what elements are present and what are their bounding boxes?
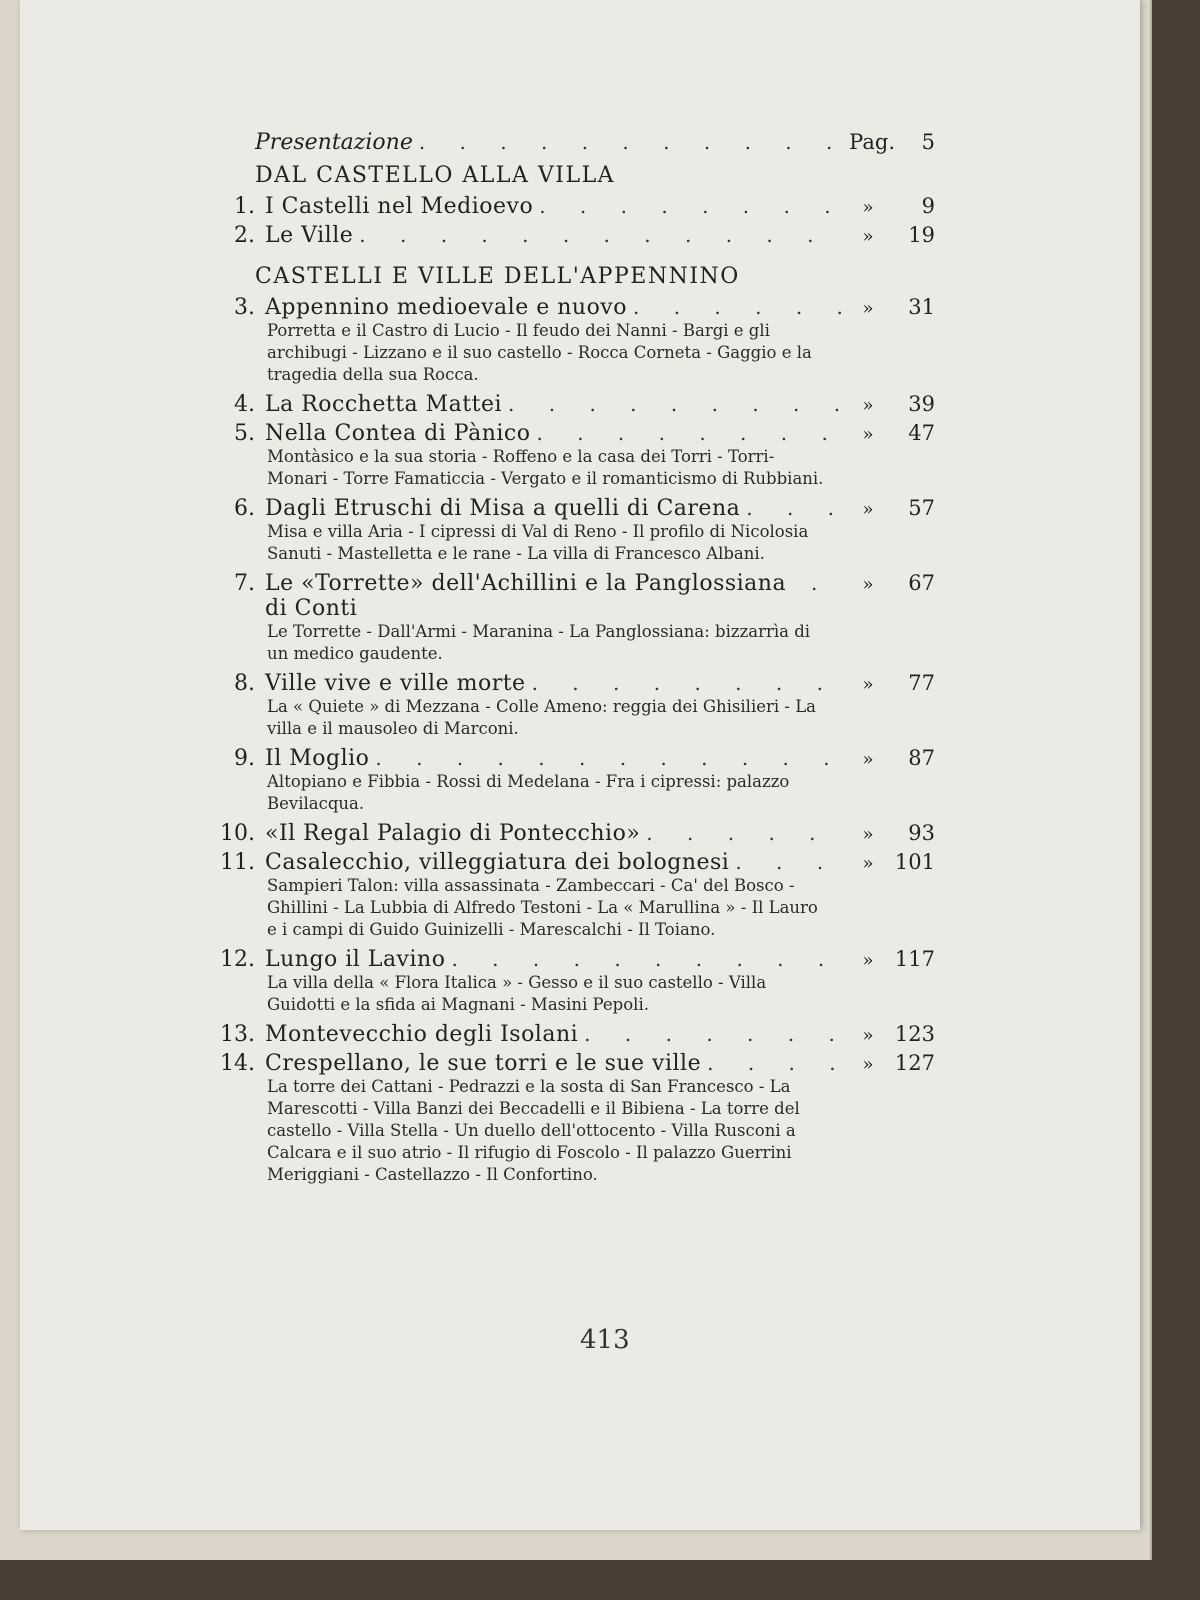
page-number: 77	[908, 671, 935, 695]
ditto-mark: »	[862, 424, 874, 445]
entry-number: 3.	[234, 295, 255, 320]
entry-summary: Sampieri Talon: villa assassinata - Zambeccari - Ca' del Bosco - Ghillini - La Lubbia di Alfredo Testoni - La « Marullina » - Il Lauro e i campi di Guido Guinizelli - Marescalchi - Il Toiano.	[267, 876, 818, 939]
entry-title: Appennino medioevale e nuovo	[265, 295, 627, 320]
entry-number: 12.	[220, 947, 255, 972]
page-number: 93	[908, 821, 935, 845]
section-heading: CASTELLI E VILLE DELL'APPENNINO	[255, 264, 740, 289]
entry-title: Lungo il Lavino	[265, 947, 446, 972]
entry-title: I Castelli nel Medioevo	[265, 194, 534, 219]
entry-summary: Porretta e il Castro di Lucio - Il feudo dei Nanni - Bargi e gli archibugi - Lizzano e il suo castello - Rocca Corneta - Gaggio e la tragedia della sua Rocca.	[267, 321, 812, 384]
ditto-mark: »	[862, 749, 874, 770]
handwritten-folio-number: 413	[580, 1325, 630, 1355]
book-page	[20, 0, 1140, 1530]
toc-entry	[215, 947, 935, 1016]
ditto-mark: »	[862, 674, 874, 695]
entry-summary: Le Torrette - Dall'Armi - Maranina - La Panglossiana: bizzarrìa di un medico gaudente.	[267, 622, 811, 663]
entry-number: 7.	[234, 571, 255, 596]
page-number: 67	[908, 571, 935, 595]
toc-entry	[215, 223, 935, 248]
entry-number: 5.	[234, 421, 255, 446]
page-number: 127	[894, 1051, 935, 1075]
leader-dots	[811, 571, 847, 595]
entry-summary: Montàsico e la sua storia - Roffeno e la casa dei Torri - Torri-Monari - Torre Famaticcia - Vergato e il romanticismo di Rubbiani.	[267, 447, 824, 488]
presentation-title: Presentazione	[255, 130, 413, 155]
ditto-mark: »	[862, 824, 874, 845]
ditto-mark: »	[862, 226, 874, 247]
entry-summary: Misa e villa Aria - I cipressi di Val di Reno - Il profilo di Nicolosia Sanuti - Mastelletta e le rane - La villa di Francesco Albani.	[267, 522, 809, 563]
leader-dots	[536, 421, 847, 445]
entry-number: 4.	[234, 392, 255, 417]
entry-title: La Rocchetta Mattei	[265, 392, 503, 417]
leader-dots	[359, 223, 847, 247]
page-number: 57	[908, 496, 935, 520]
pag-label: Pag.	[849, 130, 895, 154]
entry-title: Le Ville	[265, 223, 354, 248]
entry-summary: La torre dei Cattani - Pedrazzi e la sosta di San Francesco - La Marescotti - Villa Banzi dei Beccadelli e il Bibiena - La torre del castello - Villa Stella - Un duello dell'ottocento - Villa Rusconi a Calcara e il suo atrio - Il rifugio di Foscolo - Il palazzo Guerrini Meriggiani - Castellazzo - Il Confortino.	[267, 1077, 800, 1184]
leader-dots	[419, 130, 843, 154]
ditto-mark: »	[862, 950, 874, 971]
entry-title: Le «Torrette» dell'Achillini e la Panglossiana di Conti	[265, 571, 787, 621]
toc-entry	[215, 571, 935, 665]
leader-dots	[646, 821, 847, 845]
entry-title: Il Moglio	[265, 746, 370, 771]
toc-entry	[215, 1051, 935, 1186]
entry-title: Ville vive e ville morte	[265, 671, 526, 696]
entry-number: 11.	[220, 850, 255, 875]
ditto-mark: »	[862, 298, 874, 319]
entry-number: 6.	[234, 496, 255, 521]
leader-dots	[746, 496, 847, 520]
toc-entry	[215, 821, 935, 846]
page-number: 117	[894, 947, 935, 971]
toc-entry	[215, 671, 935, 740]
page-number: 87	[908, 746, 935, 770]
entry-title: Casalecchio, villeggiatura dei bolognesi	[265, 850, 730, 875]
ditto-mark: »	[862, 574, 874, 595]
entry-number: 10.	[220, 821, 255, 846]
toc-presentation-row	[215, 130, 935, 155]
entry-summary: Altopiano e Fibbia - Rossi di Medelana - Fra i cipressi: palazzo Bevilacqua.	[267, 772, 790, 813]
entry-summary: La « Quiete » di Mezzana - Colle Ameno: reggia dei Ghisilieri - La villa e il mausoleo di Marconi.	[267, 697, 817, 738]
leader-dots	[508, 392, 847, 416]
entry-title: Montevecchio degli Isolani	[265, 1022, 579, 1047]
leader-dots	[539, 194, 847, 218]
toc-entry	[215, 850, 935, 941]
page-number: 31	[908, 295, 935, 319]
entry-number: 2.	[234, 223, 255, 248]
ditto-mark: »	[862, 395, 874, 416]
toc-entry	[215, 421, 935, 490]
entry-number: 8.	[234, 671, 255, 696]
entry-title: Nella Contea di Pànico	[265, 421, 531, 446]
entry-title: Crespellano, le sue torri e le sue ville	[265, 1051, 702, 1076]
entry-number: 13.	[220, 1022, 255, 1047]
toc-entry	[215, 295, 935, 386]
ditto-mark: »	[862, 853, 874, 874]
leader-dots	[532, 671, 847, 695]
entry-number: 14.	[220, 1051, 255, 1076]
ditto-mark: »	[862, 499, 874, 520]
ditto-mark: »	[862, 1054, 874, 1075]
entry-title: «Il Regal Palagio di Pontecchio»	[265, 821, 641, 846]
entry-number: 9.	[234, 746, 255, 771]
leader-dots	[375, 746, 847, 770]
leader-dots	[633, 295, 847, 319]
toc-entry	[215, 1022, 935, 1047]
page-number: 5	[921, 130, 935, 154]
section-heading: DAL CASTELLO ALLA VILLA	[255, 163, 616, 188]
leader-dots	[735, 850, 847, 874]
page-number: 39	[908, 392, 935, 416]
page-number: 9	[921, 194, 935, 218]
toc-entry	[215, 194, 935, 219]
page-number: 101	[894, 850, 935, 874]
toc-entry	[215, 746, 935, 815]
entry-number: 1.	[234, 194, 255, 219]
leader-dots	[451, 947, 847, 971]
page-number: 19	[908, 223, 935, 247]
page-number: 47	[908, 421, 935, 445]
page-number: 123	[894, 1022, 935, 1046]
entry-summary: La villa della « Flora Italica » - Gesso e il suo castello - Villa Guidotti e la sfida ai Magnani - Masini Pepoli.	[267, 973, 767, 1014]
ditto-mark: »	[862, 1025, 874, 1046]
leader-dots	[584, 1022, 847, 1046]
entry-title: Dagli Etruschi di Misa a quelli di Carena	[265, 496, 741, 521]
toc-entry	[215, 496, 935, 565]
ditto-mark: »	[862, 197, 874, 218]
table-of-contents	[215, 130, 935, 1192]
toc-entry	[215, 392, 935, 417]
leader-dots	[707, 1051, 847, 1075]
